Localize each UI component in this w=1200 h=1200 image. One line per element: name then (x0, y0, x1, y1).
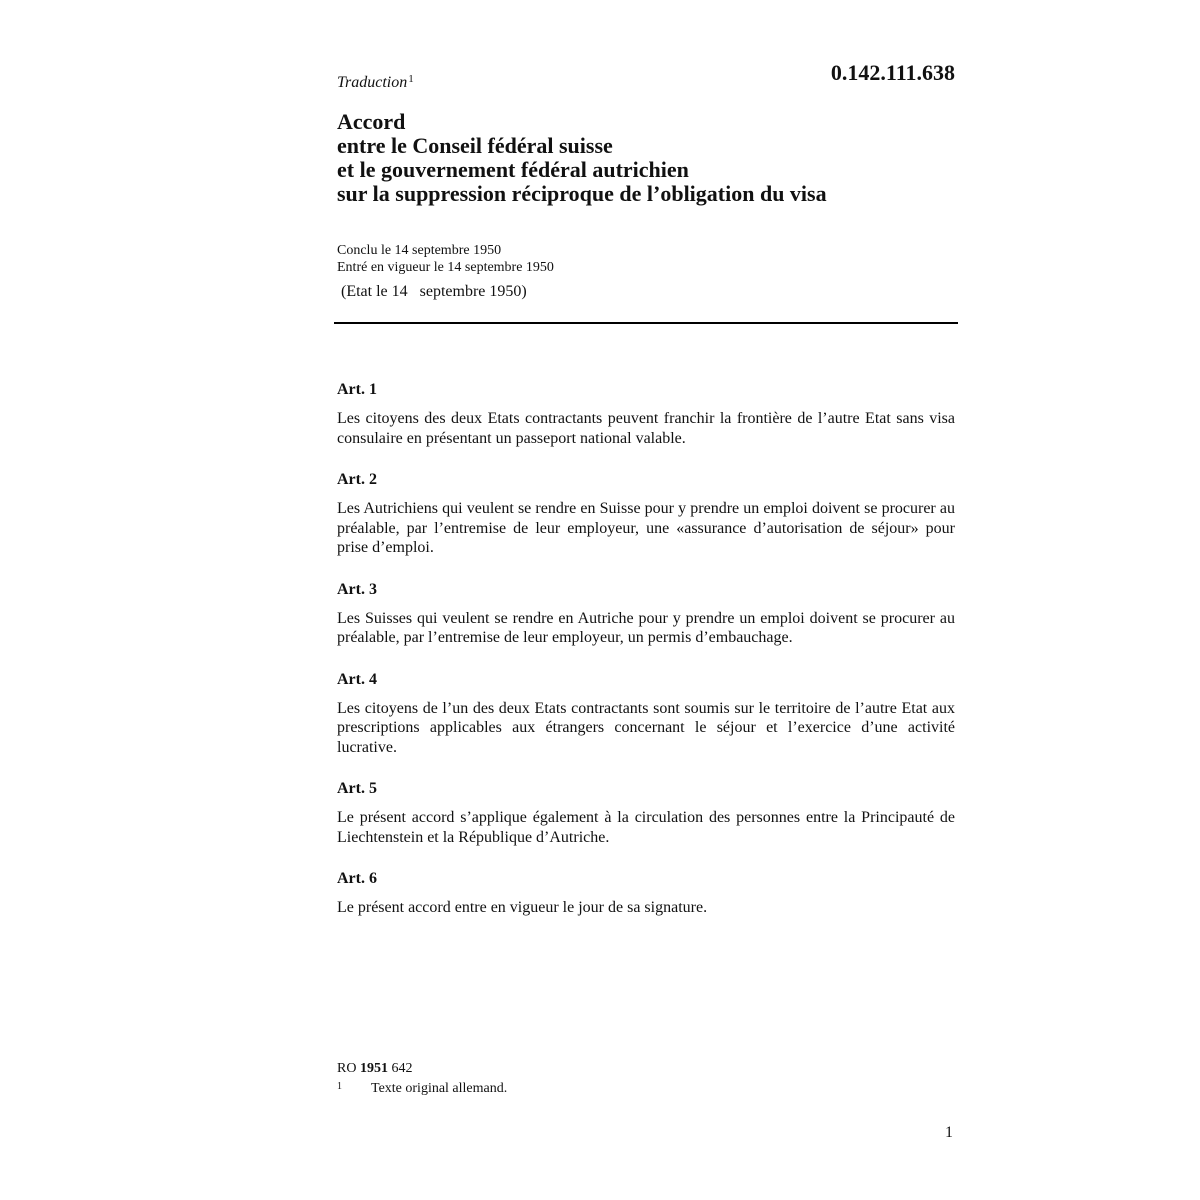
official-compilation-reference (337, 1059, 507, 1079)
page-number: 1 (945, 1124, 953, 1141)
article-title: Art. 6 (337, 870, 377, 887)
article-2 (337, 470, 955, 558)
article-title: Art. 2 (337, 471, 377, 488)
article-6 (337, 869, 955, 918)
article-body: Les citoyens des deux Etats contractants peuvent franchir la frontière de l’autre Etat sans visa consulaire en présentant un passeport national valable. (337, 410, 955, 447)
entry-into-force-date: Entré en vigueur le 14 septembre 1950 (337, 260, 554, 275)
state-date: (Etat le 14 septembre 1950) (341, 283, 527, 300)
date-info (337, 242, 554, 276)
concluded-date: Conclu le 14 septembre 1950 (337, 243, 502, 258)
article-5 (337, 779, 955, 847)
article-title: Art. 4 (337, 670, 377, 688)
article-title: Art. 1 (337, 381, 377, 398)
ro-prefix: RO (337, 1061, 357, 1076)
title-line: sur la suppression réciproque de l’obligation du visa (337, 181, 827, 206)
title-line: Accord (337, 109, 406, 134)
title-line: et le gouvernement fédéral autrichien (337, 157, 689, 182)
footnote-reference[interactable]: 1 (408, 73, 414, 85)
article-3 (337, 580, 955, 648)
articles-list (337, 380, 955, 940)
article-title: Art. 3 (337, 580, 377, 598)
document-number: 0.142.111.638 (830, 60, 955, 85)
translation-label-text: Traduction (337, 74, 408, 91)
ro-year: 1951 (359, 1061, 388, 1076)
header-divider (334, 322, 958, 324)
article-body: Les citoyens de l’un des deux Etats contractants sont soumis sur le territoire de l’autre Etat aux prescriptions applicables aux étrangers concernant le séjour et l’exercice d’une activité lucrative. (337, 699, 955, 756)
article-body: Le présent accord s’applique également à la circulation des personnes entre la Principauté de Liechtenstein et la République d’Autriche. (337, 809, 955, 846)
translation-label (337, 74, 414, 92)
page-footer (337, 1059, 507, 1099)
article-body: Le présent accord entre en vigueur le jour de sa signature. (337, 899, 708, 916)
article-body: Les Suisses qui veulent se rendre en Autriche pour y prendre un emploi doivent se procurer au préalable, par l’entremise de leur employeur, un permis d’embauchage. (337, 609, 955, 646)
footnote-text: Texte original allemand. (371, 1081, 508, 1096)
title-line: entre le Conseil fédéral suisse (337, 133, 613, 158)
article-body: Les Autrichiens qui veulent se rendre en Suisse pour y prendre un emploi doivent se procurer au préalable, par l’entremise de leur employeur, une «assurance d’autorisation de séjour» pour prise d’emploi. (337, 500, 955, 556)
document-title (337, 110, 977, 206)
article-4 (337, 670, 955, 758)
ro-page: 642 (391, 1061, 413, 1076)
footnote-number: 1 (337, 1081, 342, 1092)
footnote (337, 1079, 507, 1099)
article-title: Art. 5 (337, 780, 377, 797)
article-1 (337, 380, 955, 448)
